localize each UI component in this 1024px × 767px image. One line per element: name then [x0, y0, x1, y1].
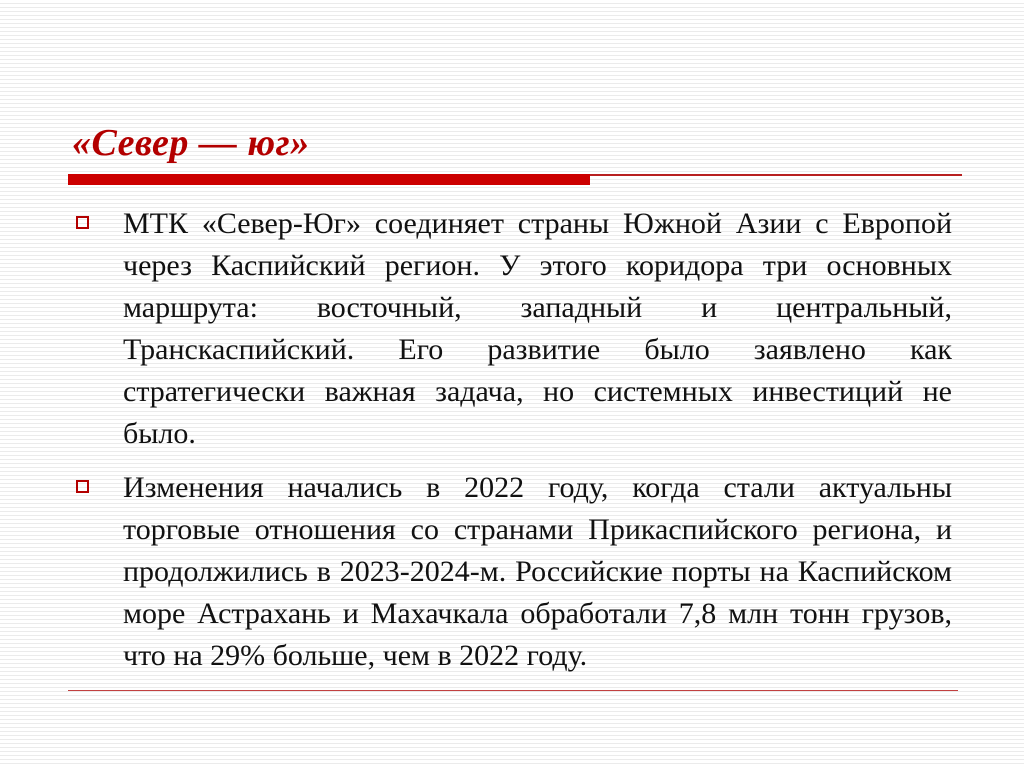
title-underline-thin-line	[590, 174, 962, 176]
bullet-text: Изменения начались в 2022 году, когда стали актуальны торговые отношения со странами Прикаспийского региона, и продолжились в 2023-2024-м. Российские порты на Каспийском море Астрахань и Махачкала обработали 7,8 млн тонн грузов, что на 29% больше, чем в 2022 году.	[123, 471, 952, 672]
title-underline-bar	[68, 174, 590, 185]
hollow-square-bullet-icon	[76, 480, 89, 493]
bullet-item	[76, 203, 952, 455]
bottom-divider-line	[68, 690, 958, 691]
bullet-list	[76, 203, 952, 689]
bullet-item	[76, 467, 952, 677]
slide-title: «Север — юг»	[72, 122, 310, 164]
hollow-square-bullet-icon	[76, 216, 89, 229]
bullet-text: МТК «Север-Юг» соединяет страны Южной Азии с Европой через Каспийский регион. У этого коридора три основных маршрута: восточный, западный и центральный, Транскаспийский. Его развитие было заявлено как стратегически важная задача, но системных инвестиций не было.	[123, 207, 952, 450]
